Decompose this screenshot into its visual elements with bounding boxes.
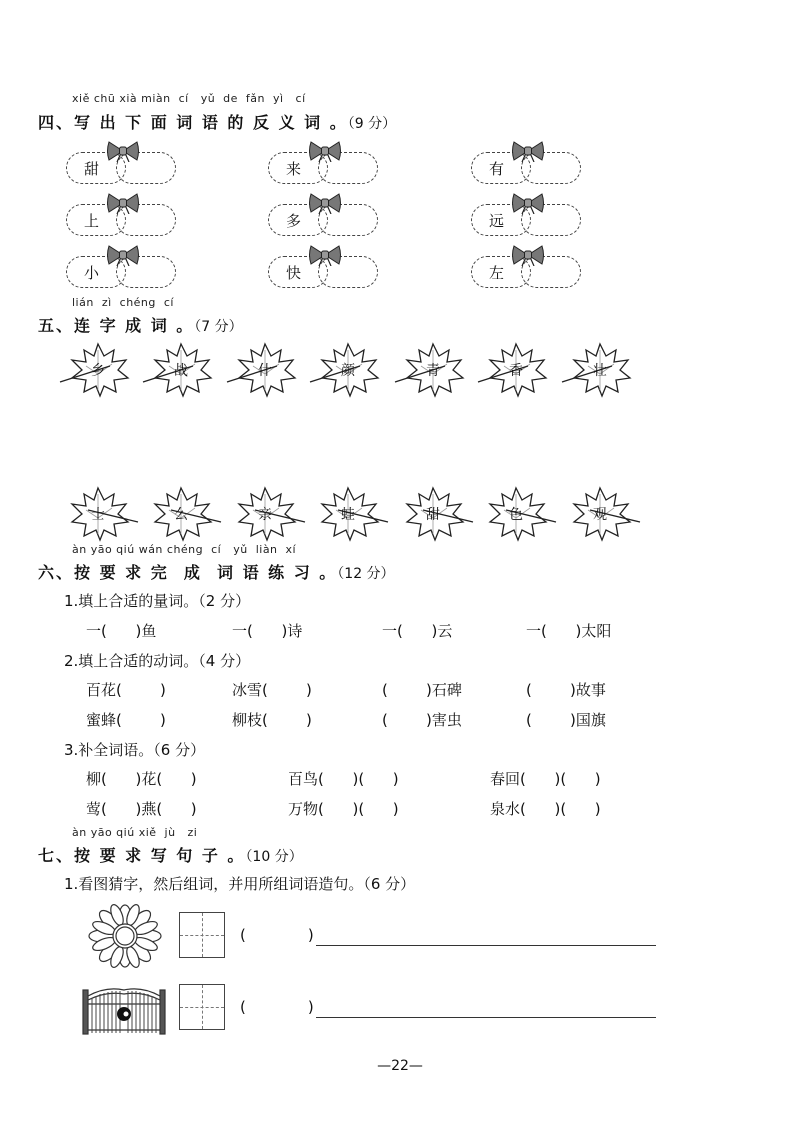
leaf-character: 什 — [258, 363, 272, 379]
s5-score: （7 分） — [194, 319, 243, 335]
s4-score: （9 分） — [347, 116, 397, 132]
antonym-word: 远 — [489, 212, 505, 230]
antonym-word: 甜 — [84, 160, 100, 178]
character-leaf[interactable] — [66, 486, 130, 542]
bow-icon — [106, 244, 140, 266]
bow-icon — [308, 140, 342, 162]
q1-item[interactable]: 一( )鱼 — [86, 622, 157, 640]
gate-icon — [82, 980, 166, 1036]
s6-title: 六、按 要 求 完 成 词 语 练 习 。（12 分） — [38, 563, 395, 582]
antonym-word: 多 — [286, 212, 302, 230]
antonym-pair — [471, 202, 581, 238]
s4-title: 四、写 出 下 面 词 语 的 反 义 词 。（9 分） — [38, 113, 397, 132]
q2-item[interactable]: 蜜蜂( ) — [86, 711, 166, 729]
character-leaf[interactable] — [149, 486, 213, 542]
q3-item[interactable]: 泉水( )( ) — [490, 800, 601, 818]
antonym-pair — [268, 150, 378, 186]
flower-icon — [84, 903, 166, 969]
character-leaf[interactable] — [233, 486, 297, 542]
antonym-pair — [268, 254, 378, 290]
s7-q1-label: 1.看图猜字，然后组词，并用所组词语造句。（6 分） — [64, 875, 416, 893]
antonym-word: 来 — [286, 160, 302, 178]
antonym-word: 快 — [286, 264, 302, 282]
word-paren[interactable]: ( ) — [240, 998, 314, 1016]
s6-pinyin: àn yāo qiú wán chéng cí yǔ liàn xí — [72, 543, 297, 556]
q2-item[interactable]: ( )石碑 — [382, 681, 462, 699]
antonym-pair — [471, 150, 581, 186]
character-leaf[interactable] — [66, 342, 130, 398]
q3-item[interactable]: 莺( )燕( ) — [86, 800, 197, 818]
character-leaf[interactable] — [484, 486, 548, 542]
q1-item[interactable]: 一( )云 — [382, 622, 453, 640]
antonym-word: 左 — [489, 264, 505, 282]
s7-score: （10 分） — [245, 849, 303, 865]
antonym-word: 小 — [84, 264, 100, 282]
leaf-character: 蛙 — [341, 507, 355, 523]
antonym-pair — [66, 150, 176, 186]
sentence-line[interactable] — [316, 945, 656, 946]
q1-item[interactable]: 一( )诗 — [232, 622, 303, 640]
q3-item[interactable]: 万物( )( ) — [288, 800, 399, 818]
leaf-character: 色 — [509, 507, 523, 523]
character-leaf[interactable] — [568, 486, 632, 542]
page-number: —22— — [377, 1058, 423, 1074]
q2-item[interactable]: 柳枝( ) — [232, 711, 312, 729]
leaf-character: 士 — [91, 507, 105, 523]
char-grid[interactable] — [179, 984, 225, 1030]
q2-item[interactable]: ( )国旗 — [526, 711, 606, 729]
s5-title: 五、连 字 成 词 。（7 分） — [38, 316, 243, 335]
antonym-pair — [471, 254, 581, 290]
sentence-line[interactable] — [316, 1017, 656, 1018]
word-paren[interactable]: ( ) — [240, 926, 314, 944]
bow-icon — [308, 192, 342, 214]
q3-item[interactable]: 百鸟( )( ) — [288, 770, 399, 788]
bow-icon — [511, 140, 545, 162]
bow-icon — [308, 244, 342, 266]
bow-icon — [511, 244, 545, 266]
s6-q1-label: 1.填上合适的量词。（2 分） — [64, 592, 251, 610]
q2-item[interactable]: ( )故事 — [526, 681, 606, 699]
character-leaf[interactable] — [316, 486, 380, 542]
character-leaf[interactable] — [568, 342, 632, 398]
antonym-pair — [66, 254, 176, 290]
leaf-character: 香 — [509, 363, 523, 379]
bow-icon — [106, 192, 140, 214]
antonym-pair — [66, 202, 176, 238]
leaf-character: 青 — [426, 363, 440, 379]
antonym-pair — [268, 202, 378, 238]
q1-item[interactable]: 一( )太阳 — [526, 622, 612, 640]
leaf-character: 亲 — [258, 507, 272, 523]
q2-item[interactable]: ( )害虫 — [382, 711, 462, 729]
antonym-word: 上 — [84, 212, 100, 230]
character-leaf[interactable] — [149, 342, 213, 398]
leaf-character: 战 — [174, 363, 188, 379]
q3-item[interactable]: 柳( )花( ) — [86, 770, 197, 788]
leaf-character: 壮 — [593, 363, 607, 379]
character-leaf[interactable] — [401, 342, 465, 398]
char-grid[interactable] — [179, 912, 225, 958]
character-leaf[interactable] — [401, 486, 465, 542]
bow-icon — [511, 192, 545, 214]
q2-item[interactable]: 百花( ) — [86, 681, 166, 699]
leaf-character: 颜 — [341, 363, 355, 379]
leaf-character: 么 — [174, 507, 188, 523]
s5-pinyin: lián zì chéng cí — [72, 296, 174, 309]
s7-pinyin: àn yāo qiú xiě jù zi — [72, 826, 198, 839]
bow-icon — [106, 140, 140, 162]
s7-title: 七、按 要 求 写 句 子 。（10 分） — [38, 846, 303, 865]
s6-q3-label: 3.补全词语。（6 分） — [64, 741, 206, 759]
leaf-character: 甜 — [426, 507, 440, 523]
character-leaf[interactable] — [233, 342, 297, 398]
q3-item[interactable]: 春回( )( ) — [490, 770, 601, 788]
s6-q2-label: 2.填上合适的动词。（4 分） — [64, 652, 251, 670]
leaf-character: 乡 — [91, 363, 105, 379]
s4-pinyin: xiě chū xià miàn cí yǔ de fǎn yì cí — [72, 92, 306, 105]
leaf-character: 观 — [593, 507, 607, 523]
character-leaf[interactable] — [484, 342, 548, 398]
antonym-word: 有 — [489, 160, 505, 178]
q2-item[interactable]: 冰雪( ) — [232, 681, 312, 699]
s6-score: （12 分） — [337, 566, 395, 582]
character-leaf[interactable] — [316, 342, 380, 398]
